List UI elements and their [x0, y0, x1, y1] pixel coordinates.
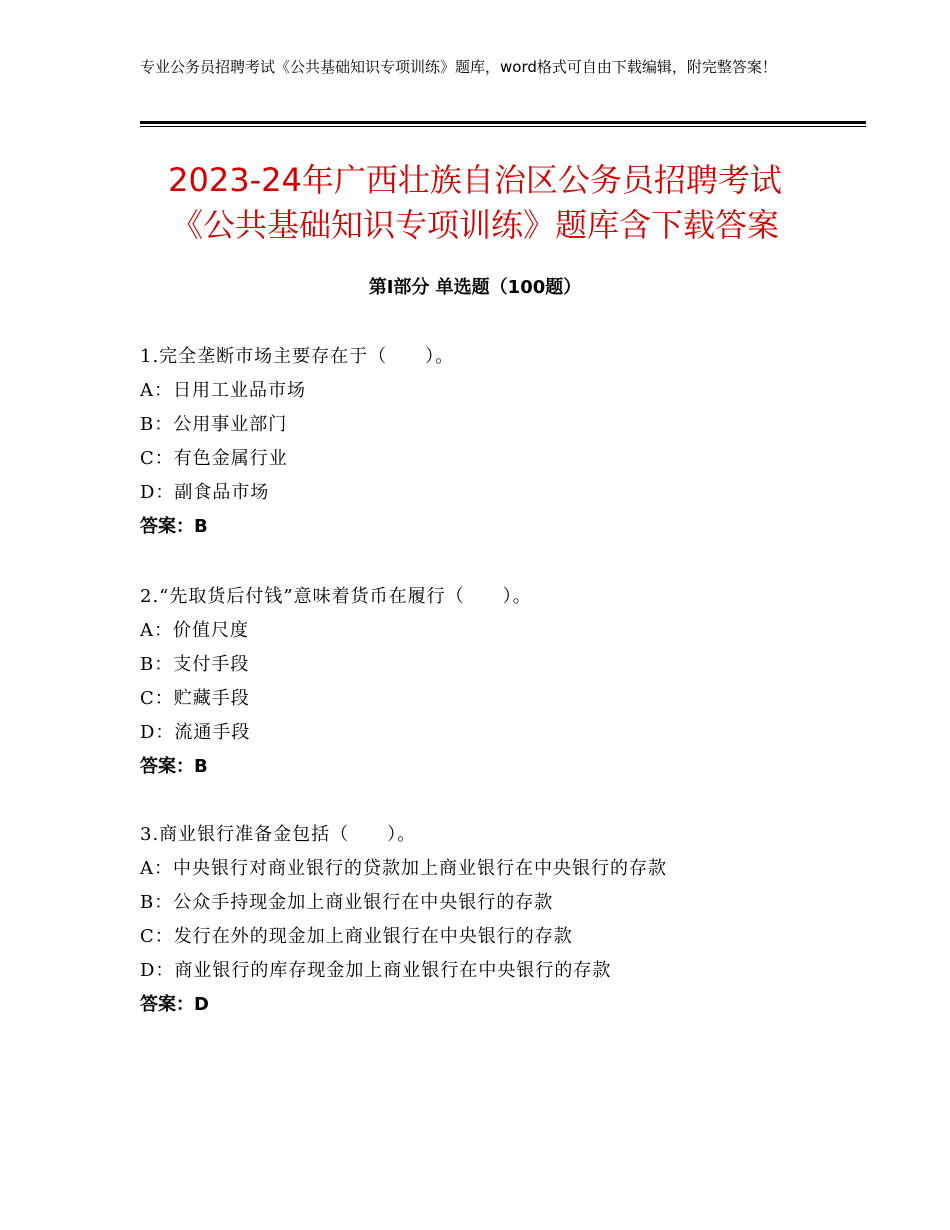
question-3: [140, 818, 860, 1022]
option-a: A：日用工业品市场: [140, 380, 306, 401]
answer: 答案：B: [140, 516, 208, 537]
question-stem: 1.完全垄断市场主要存在于（ ）。: [140, 346, 455, 367]
option-c: C：有色金属行业: [140, 448, 288, 469]
document-title: [0, 158, 950, 248]
document-title-line-2: 《公共基础知识专项训练》题库含下载答案: [170, 206, 779, 244]
option-d: D：商业银行的库存现金加上商业银行在中央银行的存款: [140, 960, 612, 981]
question-1: [140, 340, 860, 544]
section-title: 第Ⅰ部分 单选题（100题）: [368, 277, 582, 298]
question-stem: 2.“先取货后付钱”意味着货币在履行（ ）。: [140, 586, 532, 607]
option-b: B：公用事业部门: [140, 414, 288, 435]
answer: 答案：D: [140, 994, 209, 1015]
header-divider-thick: [140, 121, 866, 124]
option-c: C：贮藏手段: [140, 688, 250, 709]
option-b: B：支付手段: [140, 654, 250, 675]
option-c: C：发行在外的现金加上商业银行在中央银行的存款: [140, 926, 573, 947]
option-d: D：副食品市场: [140, 482, 270, 503]
header-divider-thin: [140, 126, 866, 127]
option-a: A：中央银行对商业银行的贷款加上商业银行在中央银行的存款: [140, 858, 667, 879]
option-a: A：价值尺度: [140, 620, 249, 641]
answer: 答案：B: [140, 756, 208, 777]
header-note: 专业公务员招聘考试《公共基础知识专项训练》题库，word格式可自由下载编辑，附完整答案！: [140, 58, 777, 76]
option-d: D：流通手段: [140, 722, 251, 743]
option-b: B：公众手持现金加上商业银行在中央银行的存款: [140, 892, 554, 913]
question-stem: 3.商业银行准备金包括（ ）。: [140, 824, 417, 845]
document-title-line-1: 2023-24年广西壮族自治区公务员招聘考试: [168, 161, 782, 199]
question-2: [140, 580, 860, 784]
